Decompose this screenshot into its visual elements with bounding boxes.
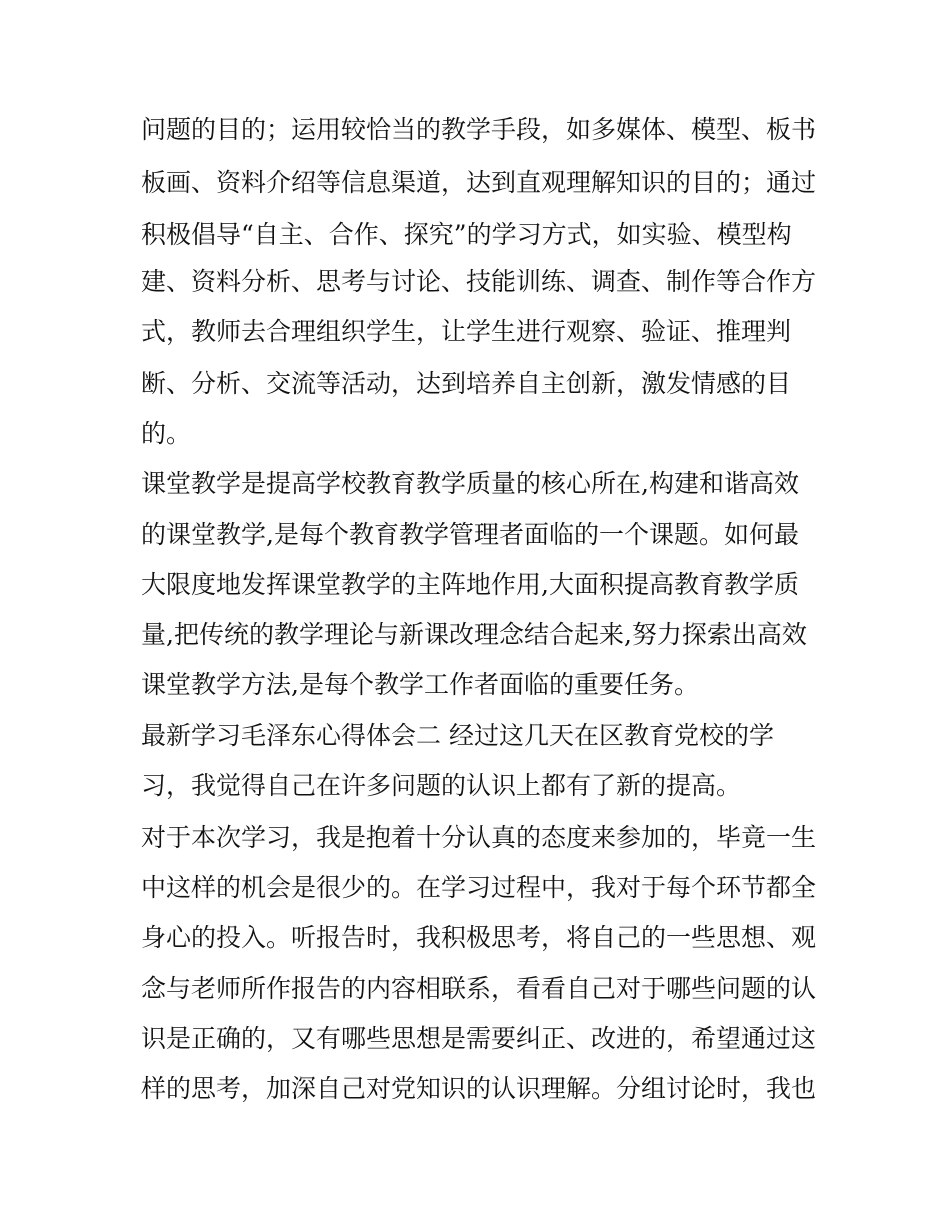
text-line: 念与老师所作报告的内容相联系，看看自己对于哪些问题的认 bbox=[141, 974, 817, 1003]
text-line: 课堂教学是提高学校教育教学质量的核心所在,构建和谐高效 bbox=[141, 469, 799, 498]
text-line: 大限度地发挥课堂教学的主阵地作用,大面积提高教育教学质 bbox=[141, 570, 799, 599]
text-line: 板画、资料介绍等信息渠道，达到直观理解知识的目的；通过 bbox=[141, 168, 817, 197]
text-line: 的。 bbox=[141, 419, 192, 448]
text-line: 式，教师去合理组织学生，让学生进行观察、验证、推理判 bbox=[141, 317, 792, 346]
text-line: 习，我觉得自己在许多问题的认识上都有了新的提高。 bbox=[141, 771, 742, 800]
text-line: 对于本次学习，我是抱着十分认真的态度来参加的，毕竟一生 bbox=[141, 823, 817, 852]
text-line: 断、分析、交流等活动，达到培养自主创新，激发情感的目 bbox=[141, 369, 792, 398]
text-line: 样的思考，加深自己对党知识的认识理解。分组讨论时，我也 bbox=[141, 1074, 817, 1103]
text-line: 的课堂教学,是每个教育教学管理者面临的一个课题。如何最 bbox=[141, 520, 799, 549]
text-line: 课堂教学方法,是每个教学工作者面临的重要任务。 bbox=[141, 670, 699, 699]
text-line: 中这样的机会是很少的。在学习过程中，我对于每个环节都全 bbox=[141, 873, 817, 902]
text-line: 建、资料分析、思考与讨论、技能训练、调查、制作等合作方 bbox=[141, 267, 817, 296]
text-line: 积极倡导“自主、合作、探究”的学习方式，如实验、模型构 bbox=[141, 220, 792, 249]
text-line: 身心的投入。听报告时，我积极思考，将自己的一些思想、观 bbox=[141, 923, 817, 952]
text-line: 问题的目的；运用较恰当的教学手段，如多媒体、模型、板书 bbox=[141, 115, 817, 144]
text-line: 量,把传统的教学理论与新课改理念结合起来,努力探索出高效 bbox=[141, 620, 807, 649]
text-line: 最新学习毛泽东心得体会二 经过这几天在区教育党校的学 bbox=[141, 721, 774, 750]
text-line: 识是正确的，又有哪些思想是需要纠正、改进的，希望通过这 bbox=[141, 1024, 817, 1053]
